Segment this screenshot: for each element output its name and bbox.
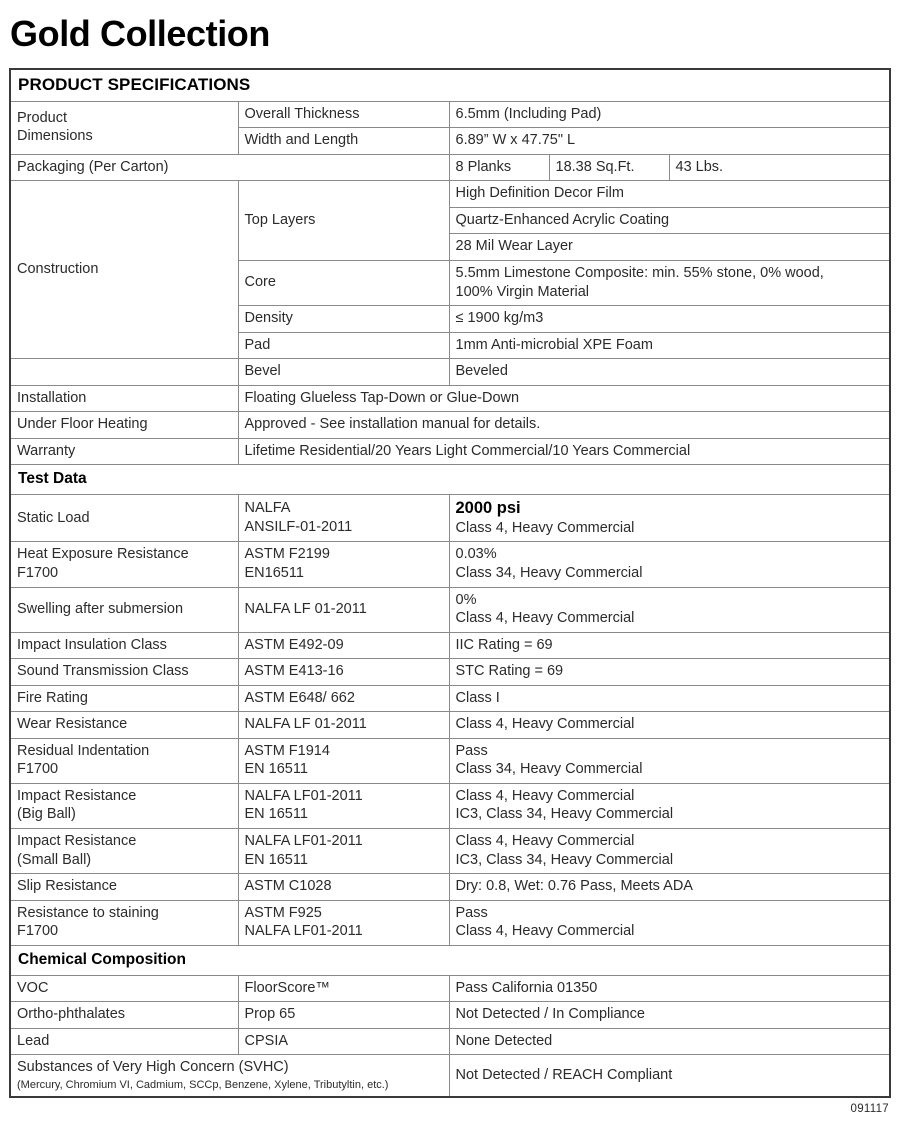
test-result-line-2: Class 4, Heavy Commercial [455,519,635,536]
test-result-line-2: Class 4, Heavy Commercial [455,610,635,627]
chemical-standard-0: FloorScore™ [238,975,449,1002]
svhc-name: Substances of Very High Concern (SVHC) [17,1059,289,1076]
test-name-3: Impact Insulation Class [10,632,238,659]
test-result-5: Class I [449,685,890,712]
construction-density-value: ≤ 1900 kg/m3 [449,306,890,333]
row-label-packaging: Packaging (Per Carton) [10,154,449,181]
chemical-name-1: Ortho-phthalates [10,1002,238,1029]
row-value-installation: Floating Glueless Tap-Down or Glue-Down [238,385,890,412]
construction-core-label: Core [238,261,449,306]
svhc-note: (Mercury, Chromium VI, Cadmium, SCCp, Benzene, Xylene, Tributyltin, etc.) [17,1078,389,1091]
table-row-top-layer-1 [10,181,890,208]
page-title: Gold Collection [10,13,270,54]
table-row [10,495,890,542]
table-row-installation [10,385,890,412]
test-standard-5: ASTM E648/ 662 [238,685,449,712]
test-result-line-2: Class 4, Heavy Commercial [455,923,635,940]
section-header-row-test-data [10,465,890,495]
table-body [10,69,890,1097]
product-dimensions-label-line-1: Product [17,109,67,126]
core-value-line-1: 5.5mm Limestone Composite: min. 55% stone, 0% wood, [455,265,824,282]
row-label-installation: Installation [10,385,238,412]
test-result-6: Class 4, Heavy Commercial [449,712,890,739]
test-standard-line-1: NALFA [244,500,291,517]
test-name-line-1: Residual Indentation [17,742,150,759]
test-result-10: Dry: 0.8, Wet: 0.76 Pass, Meets ADA [449,874,890,901]
test-standard-line-2: NALFA LF01-2011 [244,923,363,940]
test-name-5: Fire Rating [10,685,238,712]
table-row [10,828,890,873]
test-standard-line-2: ANSILF-01-2011 [244,518,353,535]
test-name-9 [10,828,238,873]
test-standard-10: ASTM C1028 [238,874,449,901]
test-name-4: Sound Transmission Class [10,659,238,686]
construction-top-layer-value-2: Quartz-Enhanced Acrylic Coating [449,207,890,234]
test-result-11 [449,900,890,945]
product-specifications-table [9,68,891,1098]
test-result-line-1: Class 4, Heavy Commercial [455,832,635,849]
test-standard-11 [238,900,449,945]
section-title-chemical-composition: Chemical Composition [10,945,890,975]
row-label-product-dimensions [10,101,238,154]
chemical-name-2: Lead [10,1028,238,1055]
row-label-warranty: Warranty [10,438,238,465]
table-row [10,783,890,828]
test-name-line-1: Swelling after submersion [17,600,184,617]
construction-top-layers-label: Top Layers [238,181,449,261]
core-value-line-2: 100% Virgin Material [455,283,590,300]
table-row [10,685,890,712]
packaging-area: 18.38 Sq.Ft. [549,154,669,181]
construction-pad-label: Pad [238,332,449,359]
test-result-line-1: 2000 psi [455,499,521,518]
test-name-line-2: (Small Ball) [17,851,92,868]
chemical-result-2: None Detected [449,1028,890,1055]
table-row [10,632,890,659]
construction-top-layer-value-1: High Definition Decor Film [449,181,890,208]
test-standard-line-1: NALFA LF 01-2011 [244,600,367,617]
table-row-warranty [10,438,890,465]
test-standard-line-1: ASTM F925 [244,904,322,921]
table-row [10,738,890,783]
test-name-11 [10,900,238,945]
test-result-1 [449,542,890,587]
section-title-test-data: Test Data [10,465,890,495]
test-result-8 [449,783,890,828]
packaging-weight: 43 Lbs. [669,154,890,181]
test-result-line-2: IC3, Class 34, Heavy Commercial [455,851,674,868]
test-standard-line-2: EN16511 [244,564,304,581]
svhc-name-cell [10,1055,449,1097]
test-standard-3: ASTM E492-09 [238,632,449,659]
test-name-2 [10,587,238,632]
test-standard-4: ASTM E413-16 [238,659,449,686]
product-dimensions-label-line-2: Dimensions [17,128,93,145]
table-row [10,1028,890,1055]
table-row [10,659,890,686]
test-result-3: IIC Rating = 69 [449,632,890,659]
row-value-under-floor-heating: Approved - See installation manual for details. [238,412,890,439]
table-row-overall-thickness [10,101,890,128]
test-result-line-1: Pass [455,904,488,921]
section-header-row-chemical-composition [10,945,890,975]
test-result-line-1: 0% [455,591,477,608]
test-result-line-1: Class 4, Heavy Commercial [455,787,635,804]
test-result-7 [449,738,890,783]
test-result-line-1: 0.03% [455,546,497,563]
chemical-result-0: Pass California 01350 [449,975,890,1002]
spec-name-overall-thickness: Overall Thickness [238,101,449,128]
test-standard-line-2: EN 16511 [244,761,308,778]
chemical-standard-1: Prop 65 [238,1002,449,1029]
row-label-construction: Construction [10,181,238,359]
section-title-product-specifications: PRODUCT SPECIFICATIONS [10,69,890,101]
test-standard-1 [238,542,449,587]
table-row [10,587,890,632]
test-name-line-1: Impact Resistance [17,787,137,804]
test-standard-line-1: ASTM F2199 [244,546,330,563]
test-standard-line-2: EN 16511 [244,806,308,823]
test-result-line-2: Class 34, Heavy Commercial [455,761,643,778]
table-row [10,542,890,587]
test-name-6: Wear Resistance [10,712,238,739]
table-row-svhc [10,1055,890,1097]
packaging-planks: 8 Planks [449,154,549,181]
test-name-10: Slip Resistance [10,874,238,901]
table-row [10,900,890,945]
table-row [10,1002,890,1029]
test-result-2 [449,587,890,632]
test-standard-line-1: ASTM F1914 [244,742,330,759]
table-row-under-floor-heating [10,412,890,439]
test-standard-0 [238,495,449,542]
test-result-line-1: Pass [455,742,488,759]
construction-pad-value: 1mm Anti-microbial XPE Foam [449,332,890,359]
construction-bevel-label: Bevel [238,359,449,386]
test-name-line-1: Resistance to staining [17,904,159,921]
chemical-standard-2: CPSIA [238,1028,449,1055]
test-standard-line-2: EN 16511 [244,851,308,868]
spec-value-width-and-length: 6.89” W x 47.75" L [449,128,890,155]
chemical-name-0: VOC [10,975,238,1002]
svhc-result: Not Detected / REACH Compliant [449,1055,890,1097]
row-label-under-floor-heating: Under Floor Heating [10,412,238,439]
test-name-8 [10,783,238,828]
test-result-line-2: Class 34, Heavy Commercial [455,564,643,581]
test-standard-6: NALFA LF 01-2011 [238,712,449,739]
document-footer-code: 091117 [850,1103,889,1115]
spec-name-width-and-length: Width and Length [238,128,449,155]
test-standard-7 [238,738,449,783]
test-standard-9 [238,828,449,873]
test-result-line-2: IC3, Class 34, Heavy Commercial [455,806,674,823]
chemical-result-1: Not Detected / In Compliance [449,1002,890,1029]
test-standard-line-1: NALFA LF01-2011 [244,787,363,804]
construction-bevel-value: Beveled [449,359,890,386]
test-name-1 [10,542,238,587]
test-name-line-1: Heat Exposure Resistance [17,546,189,563]
test-standard-8 [238,783,449,828]
construction-core-value [449,261,890,306]
construction-top-layer-value-3: 28 Mil Wear Layer [449,234,890,261]
test-standard-2 [238,587,449,632]
test-standard-line-1: NALFA LF01-2011 [244,832,363,849]
test-name-line-2: (Big Ball) [17,806,76,823]
table-row [10,874,890,901]
test-name-7 [10,738,238,783]
test-name-line-2: F1700 [17,564,59,581]
test-name-line-2: F1700 [17,761,59,778]
spec-value-overall-thickness: 6.5mm (Including Pad) [449,101,890,128]
row-label-bevel-spacer [10,359,238,386]
test-result-4: STC Rating = 69 [449,659,890,686]
table-row-packaging [10,154,890,181]
section-header-row-product-specifications [10,69,890,101]
test-result-0 [449,495,890,542]
row-value-warranty: Lifetime Residential/20 Years Light Commercial/10 Years Commercial [238,438,890,465]
test-name-line-1: Impact Resistance [17,832,137,849]
table-row [10,712,890,739]
table-row [10,975,890,1002]
table-row-bevel [10,359,890,386]
test-name-0 [10,495,238,542]
test-result-9 [449,828,890,873]
construction-density-label: Density [238,306,449,333]
test-name-line-1: Static Load [17,509,90,526]
test-name-line-2: F1700 [17,923,59,940]
